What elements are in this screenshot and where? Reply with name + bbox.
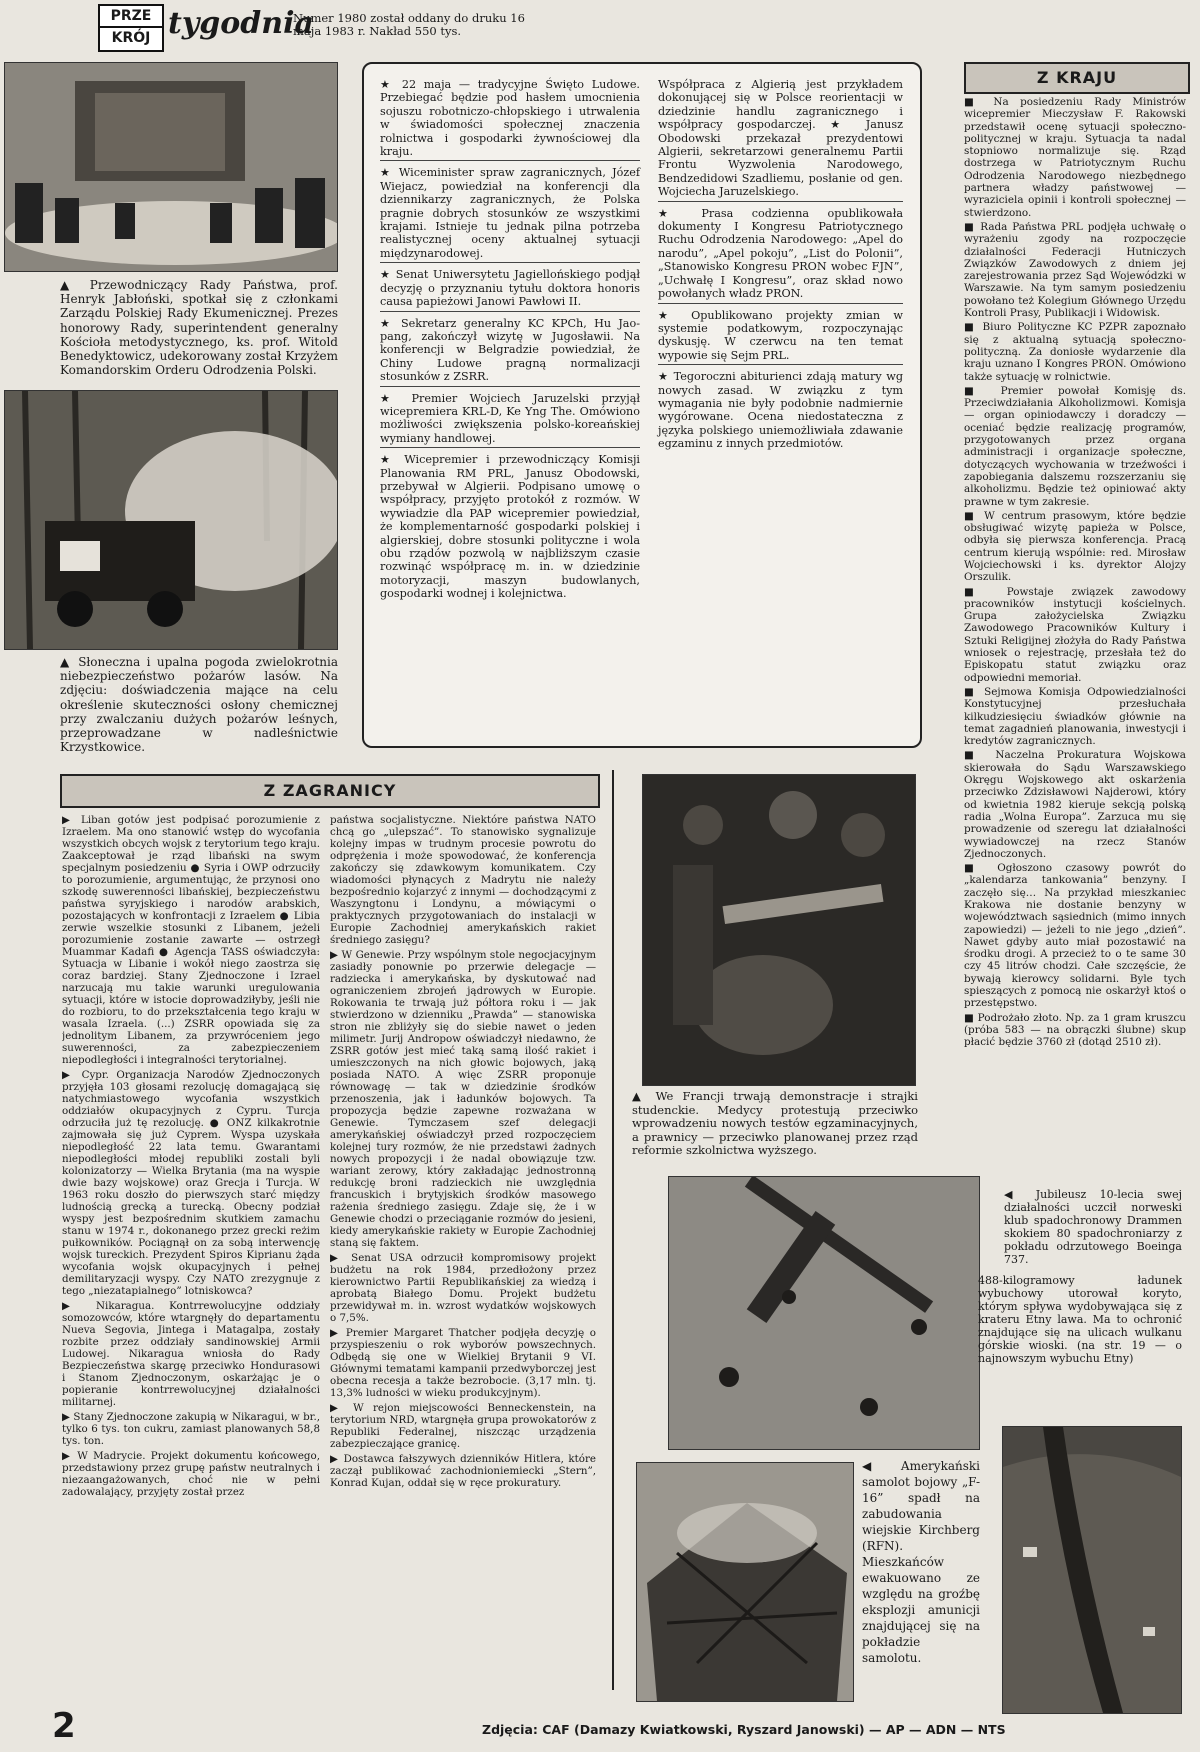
logo-word: tygodnia — [168, 6, 314, 41]
zagranicy-item: państwa socjalistyczne. Niektóre państwa NATO chcą go „ulepszać”. To stanowisko sygnalizuje kolejny impas w trudnym procesie powrotu do odprężenia i może spowodować, że konferencja zakończy się zdawkowym komunikatem. Czy wiadomości płynących z Madrytu nie należy bezpośrednio kojarzyć z innymi — dochodzącymi z Waszyngtonu i Londynu, a mówiącymi o praktycznych przygotowaniach do instalacji w Europie Zachodniej amerykańskich rakiet średniego zasięgu? — [330, 814, 596, 946]
caption-france: ▲ We Francji trwają demonstracje i strajki studenckie. Medycy protestują przeciwko wprowadzeniu nowych testów egzaminacyjnych, a prawnicy — przeciwko planowanej przez rząd reformie szkolnictwa wyższego. — [632, 1089, 918, 1157]
photo-f16-crash — [636, 1462, 854, 1702]
news-item: ★ 22 maja — tradycyjne Święto Ludowe. Przebiegać będzie pod hasłem umocnienia sojuszu robotniczo-chłopskiego i utrwalenia w świadomości społecznej znaczenia rolnictwa i gospodarki żywnościowej dla kraju. — [380, 78, 640, 161]
caption-f16: ◀ Amerykański samolot bojowy „F-16” spadł na zabudowania wiejskie Kirchberg (RFN). Mieszkańców ewakuowano ze względu na groźbę eksplozji amunicji znajdującej się na pokładzie samolotu. — [862, 1459, 980, 1665]
caption-skydive: ◀ Jubileusz 10-lecia swej działalności uczcił norweski klub spadochronowy Drammen skokiem 80 spadochroniarzy z pokładu odrzutowego Boeinga 737. — [1004, 1188, 1182, 1266]
caption-forest-fire: ▲ Słoneczna i upalna pogoda zwielokrotnia niebezpieczeństwo pożarów lasów. Na zdjęciu: doświadczenia mające na celu określenie skuteczności osłony chemicznej przy zwalczaniu dużych pożarów leśnych, przeprowadzane w nadleśnictwie Krzystkowice. — [60, 655, 338, 755]
logo-top: PRZE — [100, 6, 162, 28]
kraju-item: ■ Podrożało złoto. Np. za 1 gram kruszcu (próba 583 — na obrączki ślubne) skup płacić będzie 3760 zł (dotąd 2510 zł). — [964, 1011, 1186, 1049]
news-item: Współpraca z Algierią jest przykładem dokonującej się w Polsce reorientacji w dziedzinie handlu zagranicznego i współpracy gospodarczej. ★ Janusz Obodowski przekazał prezydentowi Algierii, sekretarzowi generalnemu Partii Frontu Wyzwolenia Narodowego, Bendzedidowi Szadliemu, posłanie od gen. Wojciecha Jaruzelskiego. — [658, 78, 903, 202]
news-item: ★ Prasa codzienna opublikowała dokumenty I Kongresu Patriotycznego Ruchu Odrodzenia Narodowego: „Apel do narodu”, „Apel pokoju”, „List do Polonii”, „Stanowisko Kongresu PRON wobec FJN”, „Uchwałę I Kongresu”, oraz skład nowo powołanych władz PRON. — [658, 207, 903, 304]
news-item: ★ Wicepremier i przewodniczący Komisji Planowania RM PRL, Janusz Obodowski, przebywał w Algierii. Podpisano umowę o współpracy, przyjęto protokół z rozmów. W wywiadzie dla PAP wicepremier powiedział, że komplementarność gospodarki polskiej i algierskiej, dobre stosunki polityczne i wola obu rządów pozwolą w najbliższym czasie rozwinąć współpracę m. in. w dziedzinie motoryzacji, maszyn budowlanych, gospodarki wodnej i kolejnictwa. — [380, 453, 640, 601]
photo-etna-lava — [1002, 1426, 1182, 1714]
kraju-item: ■ Powstaje związek zawodowy pracowników instytucji kościelnych. Grupa założycielska Związku Zawodowego Pracowników Kultury i Sztuki Religijnej złożyła do Rady Państwa wniosek o rejestrację, przesłała też do Episkopatu statut związku oraz odpowiedni memoriał. — [964, 585, 1186, 684]
photo-france-demonstrations — [642, 774, 916, 1086]
column-divider — [612, 770, 614, 1690]
zagranicy-item: ▶ Cypr. Organizacja Narodów Zjednoczonych przyjęła 103 głosami rezolucję domagającą się natychmiastowego wycofania wszystkich oddziałów okupacyjnych z Cypru. Turcja odrzuciła już tę rezolucję. ● ONZ kilkakrotnie zajmowała się już Cyprem. Wyspa uzyskała niepodległość 22 lata temu. Gwarantami niepodległości młodej republiki zostali byli kolonizatorzy — Wielka Brytania (ma na wyspie dwie bazy wojskowe) oraz Grecja i Turcja. W 1963 roku doszło do pierwszych starć między ludnością grecką a turecką. Obecny podział wyspy jest bezpośrednim skutkiem zamachu stanu w 1974 r., dokonanego przez grecki reżim pułkowników. Pociągnął on za sobą interwencję wojsk tureckich. Prezydent Spiros Kiprianu żąda wycofania wojsk okupacyjnych i pełnej demilitaryzacji wyspy. Czy NATO zrezygnuje z tego „niezatapialnego” lotniskowca? — [62, 1069, 320, 1297]
news-brief-col1 — [380, 78, 640, 636]
kraju-item: ■ Premier powołał Komisję ds. Przeciwdziałania Alkoholizmowi. Komisja — organ opiniodawczy i doradczy — oceniać będzie realizację programów, przygotowanych przez organa administracji i organizacje społeczne, dotyczących wychowania w trzeźwości i zapobiegania dalszemu rozszerzaniu się alkoholizmu. Będzie też opiniować akty prawne w tym zakresie. — [964, 384, 1186, 508]
kraju-item: ■ Rada Państwa PRL podjęła uchwałę o wyrażeniu zgody na rozpoczęcie działalności Federacji Hutniczych Związków Zawodowych z dniem jej zarejestrowania przez Sąd Wojewódzki w Warszawie. Na tym samym posiedzeniu powołano też Kolegium Głównego Urzędu Kontroli Prasy, Publikacji i Widowisk. — [964, 220, 1186, 320]
photo-skydivers — [668, 1176, 980, 1450]
zagranicy-item: ▶ Senat USA odrzucił kompromisowy projekt budżetu na rok 1984, przedłożony przez kierownictwo Partii Republikańskiej za wiedzą i aprobatą Białego Domu. Projekt budżetu przewidywał m. in. wzrost wydatków wojskowych o 7,5%. — [330, 1252, 596, 1324]
zagranicy-item: ▶ Nikaragua. Kontrrewolucyjne oddziały somozowców, które wtargnęły do departamentu Nueva Segovia, Jintega i Matagalpa, zostały rozbite przez oddziały sandinowskiej Armii Ludowej. Nikaragua wniosła do Rady Bezpieczeństwa skargę przeciwko Hondurasowi i Stanom Zjednoczonym, oskarżając je o popieranie kontrrewolucyjnej działalności militarnej. — [62, 1300, 320, 1408]
zagranicy-item: ▶ W Genewie. Przy wspólnym stole negocjacyjnym zasiadły ponownie po przerwie delegacje — radziecka i amerykańska, by dyskutować nad ograniczeniem zbrojeń jądrowych w Europie. Rokowania te trwają już półtora roku i — jak stwierdzono w dzienniku „Prawda” — stanowiska stron nie zbliżyły się do siebie nawet o jeden milimetr. Jurij Andropow oświadczył niedawno, że ZSRR gotów jest mieć taką samą ilość rakiet i umieszczonych na nich głowic bojowych, jaką posiada NATO. A więc ZSRR proponuje równowagę — tak w dziedzinie środków przenoszenia, jak i ładunków bojowych. Ta propozycja będzie zapewne rozważana w Genewie. Tymczasem szef delegacji amerykańskiej oświadczył przed rozpoczęciem kolejnej tury rozmów, że nie przedstawi żadnych nowych propozycji i że nadal obowiązuje tzw. wariant zerowy, który zakładając jednostronną redukcję broni radzieckich nie uwzględnia francuskich i brytyjskich środków masowego rażenia średniego zasięgu. Zdaje się, że i w Genewie chodzi o przeciąganie rozmów do jesieni, kiedy amerykańskie rakiety w Europie Zachodniej staną się faktem. — [330, 949, 596, 1249]
zagranicy-col2 — [330, 814, 596, 1704]
kraju-item: ■ Biuro Polityczne KC PZPR zapoznało się z aktualną sytuacją społeczno-polityczną. Za doniosłe wydarzenie dla kraju uznano I Kongres PRON. Omówiono także sytuację w rolnictwie. — [964, 321, 1186, 383]
news-item: ★ Senat Uniwersytetu Jagiellońskiego podjął decyzję o przyznaniu tytułu doktora honoris causa papieżowi Janowi Pawłowi II. — [380, 268, 640, 311]
zagranicy-item: ▶ Premier Margaret Thatcher podjęła decyzję o przyspieszeniu o rok wyborów powszechnych. Odbędą się one w Wielkiej Brytanii 9 VI. Głównymi tematami kampanii przedwyborczej jest obecna recesja a także bezrobocie. (3,17 mln. tj. 13,3% ludności w wieku produkcyjnym). — [330, 1327, 596, 1399]
zagranicy-col1 — [62, 814, 320, 1704]
kraju-item: ■ Ogłoszono czasowy powrót do „kalendarza tankowania” benzyny. I zaczęło się… Na przykład mieszkaniec Krakowa nie dostanie benzyny w województwach sąsiednich (mimo innych zapowiedzi) — jeżeli to nie jego „dzień”. Nawet gdyby auto miał pozostawić na środku drogi. A przecież to o te same 30 czy 45 litrów chodzi. Całe szczęście, że bywają kierowcy solidarni. Byle tych spieszących z pomocą nie oskarżył ktoś o przestępstwo. — [964, 862, 1186, 1010]
page-number: 2 — [52, 1706, 76, 1746]
section-title-z-zagranicy: Z ZAGRANICY — [60, 774, 600, 808]
zagranicy-item: ▶ Liban gotów jest podpisać porozumienie z Izraelem. Ma ono stanowić wstęp do wycofania wszystkich obcych wojsk z terytorium tego kraju. Zaakceptował je rząd libański na swym specjalnym posiedzeniu ● Syria i OWP odrzuciły to porozumienie, argumentując, że przynosi ono szkodę suwerenności libańskiej, bezpieczeństwu państwa syryjskiego i narodów arabskich, pozostających w konfrontacji z Izraelem ● Libia zerwie wszelkie stosunki z Libanem, jeżeli porozumienie zostanie zawarte — ostrzegł Muammar Kadafi ● Agencja TASS oświadczyła: Sytuacja w Libanie i wokół niego zaostrza się coraz bardziej. Stany Zjednoczone i Izrael narzucają mu takie warunki uregulowania sytuacji, które w istocie doprowadziłyby, jeśli nie do rozbioru, to do przekształcenia tego kraju w wasala Izraela. (...) ZSRR opowiada się za jednolitym Libanem, za przywróceniem jego suwerenności, za zabezpieczeniem niepodległości i integralności terytorialnej. — [62, 814, 320, 1066]
z-kraju-column — [964, 96, 1186, 1051]
news-item: ★ Tegoroczni abiturienci zdają matury wg nowych zasad. W związku z tym wymagania nie były podobnie nadmiernie wygórowane. Ocena niedostateczna z języka polskiego uniemożliwiała zdawanie egzaminu z innych przedmiotów. — [658, 370, 903, 451]
zagranicy-item: ▶ Stany Zjednoczone zakupią w Nikaragui, w br., tylko 6 tys. ton cukru, zamiast planowanych 58,8 tys. ton. — [62, 1411, 320, 1447]
news-item: ★ Premier Wojciech Jaruzelski przyjął wicepremiera KRL-D, Ke Yng The. Omówiono możliwości zwiększenia polsko-koreańskiej wymiany handlowej. — [380, 392, 640, 449]
magazine-logo — [98, 4, 164, 52]
photo-forest-fire — [4, 390, 338, 650]
news-item: ★ Opublikowano projekty zmian w systemie podatkowym, rozpoczynając dyskusję. W czerwcu na ten temat wypowie się Sejm PRL. — [658, 309, 903, 366]
news-brief-col2 — [658, 78, 903, 456]
issue-note: Numer 1980 został oddany do druku 16 maja 1983 r. Nakład 550 tys. — [293, 11, 525, 39]
kraju-item: ■ W centrum prasowym, które będzie obsługiwać wizytę papieża w Polsce, odbyła się pierwsza konferencja. Pracą centrum kierują wspólnie: red. Mirosław Wojciechowski i ks. dyrektor Alojzy Orszulik. — [964, 509, 1186, 584]
kraju-item: ■ Sejmowa Komisja Odpowiedzialności Konstytucyjnej przesłuchała kilkudziesięciu świadków głównie na temat zagadnień planowania, inwestycji i kredytów zagranicznych. — [964, 685, 1186, 748]
logo-bottom: KRÓJ — [111, 30, 151, 46]
photo-credits: Zdjęcia: CAF (Damazy Kwiatkowski, Ryszard Janowski) — AP — ADN — NTS — [482, 1722, 1006, 1737]
news-item: ★ Sekretarz generalny KC KPCh, Hu Jao-pang, zakończył wizytę w Jugosławii. Na konferencji w Belgradzie powiedział, że Chiny Ludowe pragną normalizacji stosunków z ZSRR. — [380, 317, 640, 387]
kraju-item: ■ Na posiedzeniu Rady Ministrów wicepremier Mieczysław F. Rakowski przedstawił ocenę sytuacji społeczno-politycznej w kraju. Sytuacja ta nadal stopniowo normalizuje się. Rząd dostrzega w Patriotycznym Ruchu Odrodzenia Narodowego niezbędnego partnera władzy państwowej — wyraziciela opinii i kontroli społecznej — stwierdzono. — [964, 96, 1186, 219]
kraju-item: ■ Naczelna Prokuratura Wojskowa skierowała do Sądu Warszawskiego Okręgu Wojskowego akt oskarżenia przeciwko Zdzisławowi Najderowi, który od kwietnia 1982 kieruje sekcją polską radia „Wolna Europa”. Zarzuca mu się prowadzenie od szeregu lat działalności wywiadowczej na rzecz Stanów Zjednoczonych. — [964, 749, 1186, 860]
caption-ecumenical: ▲ Przewodniczący Rady Państwa, prof. Henryk Jabłoński, spotkał się z członkami Zarządu Polskiej Rady Ekumenicznej. Prezes honorowy Rady, superintendent generalny Kościoła metodystycznego, ks. prof. Witold Benedyktowicz, udekorowany został Krzyżem Komandorskim Orderu Odrodzenia Polski. — [60, 278, 338, 378]
photo-ecumenical-meeting — [4, 62, 338, 272]
zagranicy-item: ▶ W rejon miejscowości Benneckenstein, na terytorium NRD, wtargnęła grupa prowokatorów z Republiki Federalnej, niszcząc urządzenia zabezpieczające granicę. — [330, 1402, 596, 1450]
caption-etna: 488-kilogramowy ładunek wybuchowy utorował koryto, którym spływa wydobywająca się z krateru Etny lawa. Ma to ochronić znajdujące się na ulicach wulkanu górskie wioski. (na str. 19 — o najnowszym wybuchu Etny) — [978, 1274, 1182, 1365]
zagranicy-item: ▶ Dostawca fałszywych dzienników Hitlera, które zaczął publikować zachodnioniemiecki „Stern”, Konrad Kujan, oddał się w ręce prokuratury. — [330, 1453, 596, 1489]
zagranicy-item: ▶ W Madrycie. Projekt dokumentu końcowego, przedstawiony przez grupę państw neutralnych i niezaangażowanych, choć nie w pełni zadowalający, przyjęty został przez — [62, 1450, 320, 1498]
news-item: ★ Wiceminister spraw zagranicznych, Józef Wiejacz, powiedział na konferencji dla dziennikarzy zagranicznych, że Polska pragnie dobrych stosunków ze wszystkimi krajami. Istnieje tu jednak pilna potrzeba realistycznej oceny aktualnej sytuacji międzynarodowej. — [380, 166, 640, 263]
section-title-z-kraju: Z KRAJU — [964, 62, 1190, 94]
